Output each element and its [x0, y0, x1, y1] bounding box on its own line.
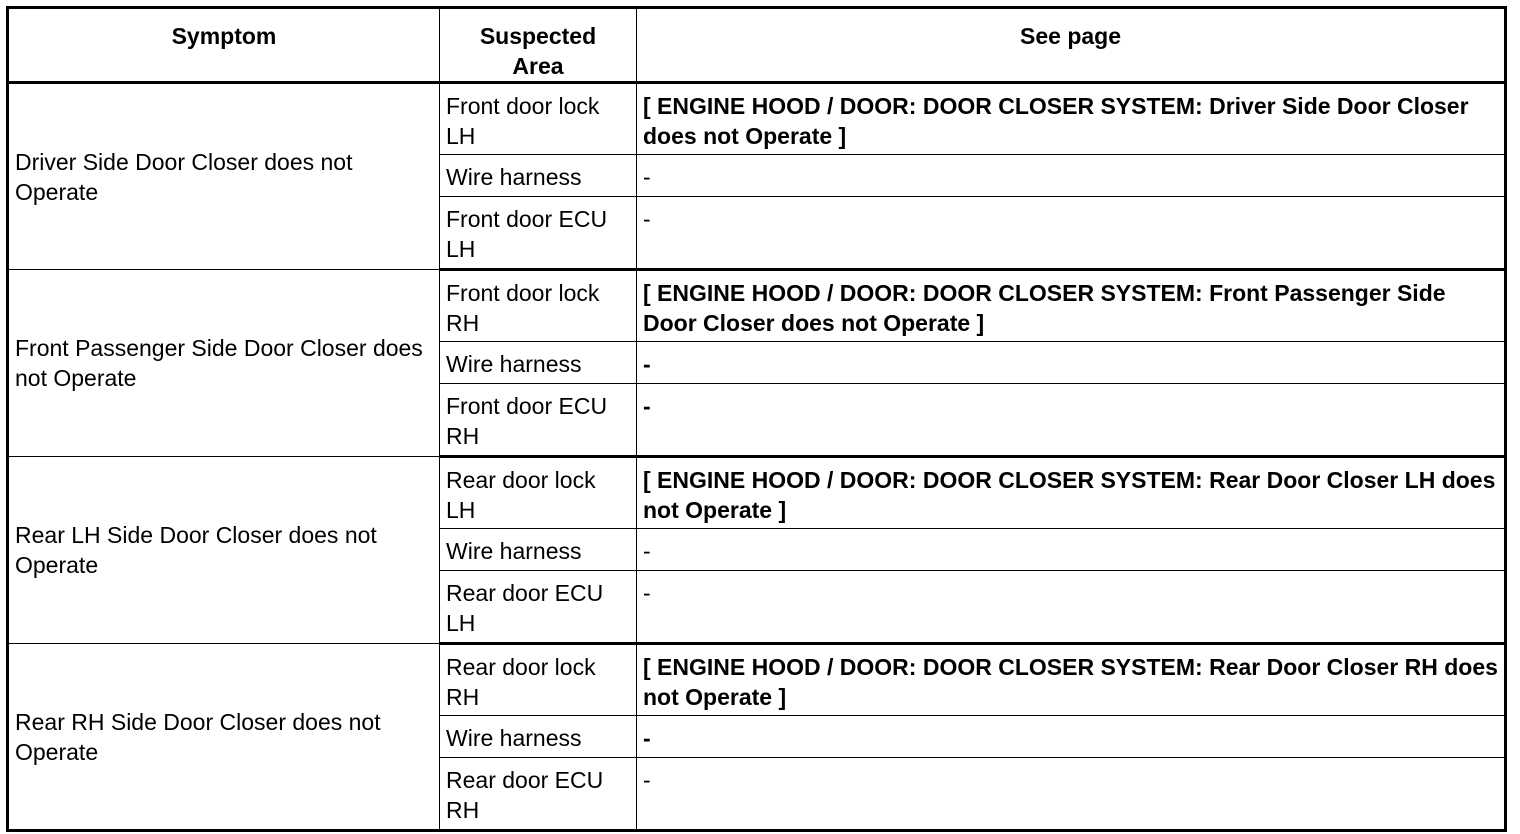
see-page-link[interactable]: [ ENGINE HOOD / DOOR: DOOR CLOSER SYSTEM: Front Passenger Side Door Closer does not Operate ] [637, 270, 1506, 342]
header-suspected-area-line1: Suspected [479, 23, 597, 49]
suspected-area-cell: Front door lock RH [440, 270, 637, 342]
symptom-cell: Rear LH Side Door Closer does not Operate [8, 457, 440, 644]
table-row [8, 83, 1506, 155]
see-page-cell: - [637, 155, 1506, 197]
see-page-cell: - [637, 529, 1506, 571]
suspected-area-cell: Front door ECU RH [440, 384, 637, 457]
see-page-cell: - [637, 716, 1506, 758]
header-suspected-area [440, 8, 637, 83]
suspected-area-cell: Front door lock LH [440, 83, 637, 155]
table-row [8, 457, 1506, 529]
see-page-link[interactable]: [ ENGINE HOOD / DOOR: DOOR CLOSER SYSTEM: Rear Door Closer LH does not Operate ] [637, 457, 1506, 529]
suspected-area-cell: Rear door ECU LH [440, 571, 637, 644]
suspected-area-cell: Rear door lock RH [440, 644, 637, 716]
see-page-link[interactable]: [ ENGINE HOOD / DOOR: DOOR CLOSER SYSTEM: Rear Door Closer RH does not Operate ] [637, 644, 1506, 716]
suspected-area-cell: Rear door lock LH [440, 457, 637, 529]
symptom-cell: Rear RH Side Door Closer does not Operate [8, 644, 440, 831]
see-page-cell: - [637, 384, 1506, 457]
suspected-area-cell: Wire harness [440, 155, 637, 197]
suspected-area-cell: Front door ECU LH [440, 197, 637, 270]
see-page-cell: - [637, 342, 1506, 384]
suspected-area-cell: Wire harness [440, 529, 637, 571]
see-page-link[interactable]: [ ENGINE HOOD / DOOR: DOOR CLOSER SYSTEM: Driver Side Door Closer does not Operate ] [637, 83, 1506, 155]
problem-symptoms-table [6, 6, 1507, 832]
header-row [8, 8, 1506, 83]
suspected-area-cell: Rear door ECU RH [440, 758, 637, 831]
see-page-cell: - [637, 197, 1506, 270]
symptom-cell: Driver Side Door Closer does not Operate [8, 83, 440, 270]
see-page-cell: - [637, 571, 1506, 644]
table-row [8, 270, 1506, 342]
header-suspected-area-line2: Area [512, 53, 564, 79]
symptom-cell: Front Passenger Side Door Closer does not Operate [8, 270, 440, 457]
suspected-area-cell: Wire harness [440, 716, 637, 758]
see-page-cell: - [637, 758, 1506, 831]
table-row [8, 644, 1506, 716]
header-symptom: Symptom [8, 8, 440, 83]
header-see-page: See page [637, 8, 1506, 83]
suspected-area-cell: Wire harness [440, 342, 637, 384]
